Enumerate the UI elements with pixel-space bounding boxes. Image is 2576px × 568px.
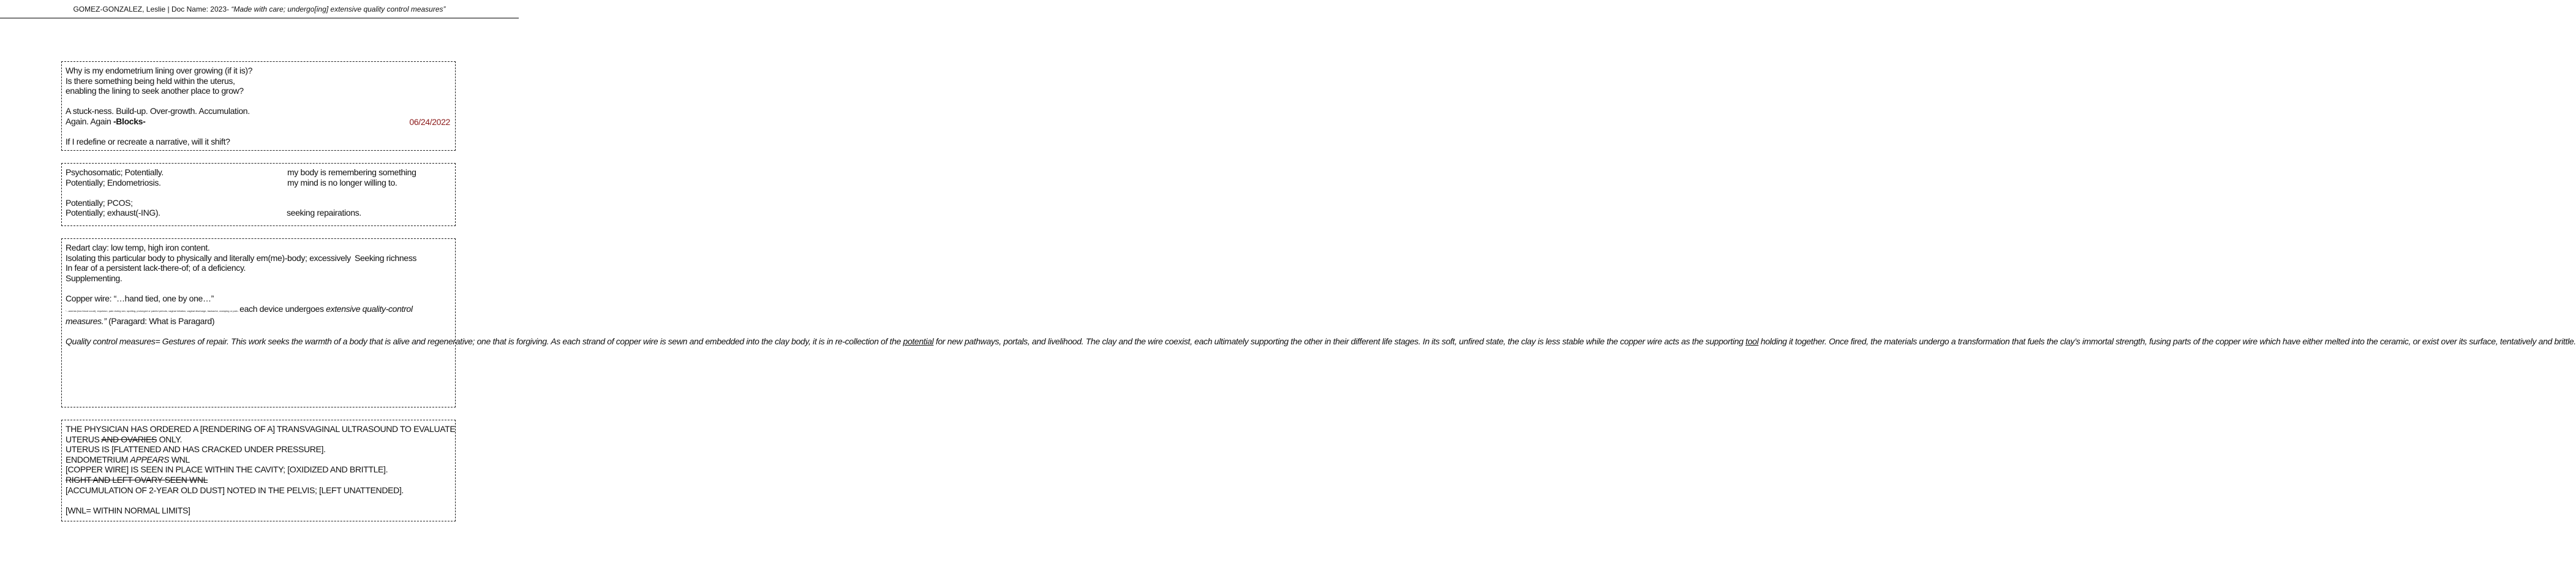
- section-questions: [61, 61, 456, 151]
- section-materials: [61, 238, 2576, 407]
- report-line: [66, 434, 451, 445]
- diagnosis-left: Potentially; PCOS;: [66, 197, 133, 208]
- blocks-text: -Blocks-: [113, 116, 146, 126]
- diagnosis-right: my mind is no longer willing to.: [287, 177, 397, 187]
- quality-control-paragraph: [66, 336, 2576, 347]
- side-effects-fineprint: “...anemia (low blood count), expulsion, pain during sex, spotting, prolonged or painful periods, vaginal irritation, vaginal discharge, backache, cramping or pain...: [66, 309, 240, 312]
- question-line: enabling the lining to seek another place to grow?: [66, 86, 244, 96]
- underlined-potential: potential: [903, 336, 934, 347]
- italic-text: APPEARS: [130, 454, 170, 464]
- copper-wire-line: Copper wire: “…hand tied, one by one…”: [66, 293, 214, 303]
- section-ultrasound-report: [61, 420, 456, 521]
- paragraph-part: Quality control measures= Gestures of repair. This work seeks the warmth of a body that is alive and regenerative; one that is forgiving. As each strand of copper wire is sewn and embedded into the clay body, it is in re-collection of the: [66, 336, 903, 347]
- seeking-richness: Seeking richness: [355, 252, 417, 263]
- question-line: Why is my endometrium lining over growing (if it is)?: [66, 66, 253, 75]
- narrative-question: If I redefine or recreate a narrative, will it shift?: [66, 137, 230, 147]
- diagnosis-right: seeking repairations.: [287, 208, 361, 218]
- material-line: Redart clay: low temp, high iron content.: [66, 243, 210, 252]
- paragraph-part: holding it together. Once fired, the materials undergo a transformation that fuels the clay’s immortal strength, fusing parts of the copper wire which have either melted into the ceramic, or exist over its surface, tentatively and brittle.: [1758, 336, 2576, 347]
- report-text: ENDOMETRIUM: [66, 454, 130, 464]
- device-text: each device undergoes: [239, 303, 326, 314]
- report-line: UTERUS IS [FLATTENED AND HAS CRACKED UNDER PRESSURE].: [66, 444, 326, 455]
- material-line-text: Isolating this particular body to physically and literally em(me)-body; excessively: [66, 252, 351, 263]
- diagnosis-row: [66, 208, 451, 218]
- report-line: [ACCUMULATION OF 2-YEAR OLD DUST] NOTED IN THE PELVIS; [LEFT UNATTENDED].: [66, 485, 404, 495]
- diagnosis-left: Potentially; exhaust(-ING).: [66, 208, 160, 218]
- diagnosis-row: [66, 167, 451, 178]
- again-text: Again. Again: [66, 116, 113, 126]
- report-text: ONLY.: [157, 434, 183, 444]
- struck-text: AND OVARIES: [101, 434, 157, 444]
- document-header: [0, 0, 519, 18]
- header-quote: “Made with care; undergo[ing] extensive quality control measures”: [231, 5, 446, 13]
- report-line: [COPPER WIRE] IS SEEN IN PLACE WITHIN THE CAVITY; [OXIDIZED AND BRITTLE].: [66, 464, 388, 475]
- wnl-definition: [WNL= WITHIN NORMAL LIMITS]: [66, 505, 190, 515]
- report-text: WNL: [169, 454, 190, 464]
- paragard-source: (Paragard: What is Paragard): [106, 316, 215, 327]
- report-line: [66, 455, 451, 465]
- date-stamp: 06/24/2022: [409, 117, 450, 127]
- material-line: In fear of a persistent lack-there-of; of a deficiency.: [66, 263, 246, 273]
- diagnosis-right: my body is remembering something: [287, 167, 416, 177]
- material-line: [66, 253, 451, 263]
- diagnosis-row: [66, 178, 451, 188]
- diagnosis-left: Psychosomatic; Potentially.: [66, 167, 164, 177]
- question-line: Is there something being held within the uterus,: [66, 75, 235, 86]
- diagnosis-row: [66, 198, 451, 208]
- report-line: THE PHYSICIAN HAS ORDERED A [RENDERING OF A] TRANSVAGINAL ULTRASOUND TO EVALUATE: [66, 424, 456, 434]
- again-line: [66, 116, 451, 127]
- material-line: Supplementing.: [66, 273, 122, 283]
- section-diagnoses: [61, 163, 456, 226]
- diagnosis-left: Potentially; Endometriosis.: [66, 177, 161, 187]
- paragard-quote: [66, 304, 451, 327]
- paragraph-part: for new pathways, portals, and livelihood. The clay and the wire coexist, each ultimately supporting the other in their different life stages. In its soft, unfired state, the clay is less stable while the copper wire acts as the supporting: [933, 336, 1746, 347]
- report-line-struck: RIGHT AND LEFT OVARY SEEN WNL: [66, 474, 208, 485]
- header-author-docname: GOMEZ-GONZALEZ, Leslie | Doc Name: 2023-: [73, 5, 232, 13]
- device-italic-text: extensive quality-control measures.”: [66, 303, 413, 327]
- underlined-tool: tool: [1746, 336, 1759, 347]
- report-text: UTERUS: [66, 434, 102, 444]
- stuckness-line: A stuck-ness. Build-up. Over-growth. Accumulation.: [66, 106, 250, 116]
